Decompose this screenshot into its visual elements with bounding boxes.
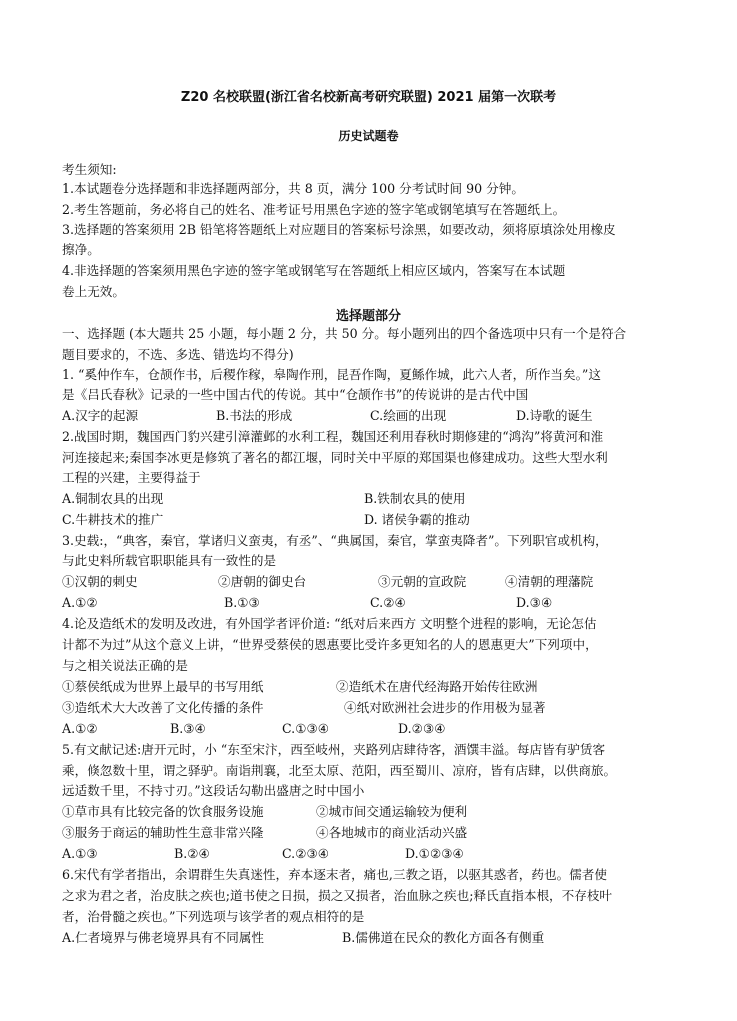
question-stem: 2.战国时期，魏国西门豹兴建引漳灌邺的水利工程，魏国还利用春秋时期修建的“鸿沟”将黄河和淮 bbox=[62, 429, 604, 444]
statement-item: ①蔡侯纸成为世界上最早的书写用纸 bbox=[62, 679, 264, 694]
notice-item: 擦净。 bbox=[62, 242, 100, 257]
question-stem: 乘，倏忽数十里，谓之驿驴。南诣荆襄，北至太原、范阳，西至蜀川、凉府，皆有店肆，以供商旅。 bbox=[62, 763, 617, 778]
question-stem: 1. “奚仲作车，仓颉作书，后稷作稼，皋陶作刑，昆吾作陶，夏鲧作城，此六人者，所作当矣。”这 bbox=[62, 367, 601, 382]
option-d: D.③④ bbox=[516, 595, 553, 610]
statement-item: ③元朝的宣政院 bbox=[378, 574, 467, 589]
statement-item: ③造纸术大大改善了文化传播的条件 bbox=[62, 700, 264, 715]
option-c: C.绘画的出现 bbox=[370, 408, 447, 423]
option-d: D.②③④ bbox=[398, 721, 446, 736]
statement-item: ④清朝的理藩院 bbox=[505, 574, 594, 589]
statement-item: ③服务于商运的辅助性生意非常兴隆 bbox=[62, 825, 264, 840]
notice-heading: 考生须知: bbox=[62, 162, 117, 177]
option-c: C.①③④ bbox=[282, 721, 330, 736]
option-a: A.铜制农具的出现 bbox=[62, 491, 164, 506]
question-stem: 6.宋代有学者指出，余谓群生失真迷性，弃本逐末者，痛也,三教之语，以驱其惑者，药也。儒者使 bbox=[62, 867, 607, 882]
option-a: A.仁者境界与佛老境界具有不同属性 bbox=[62, 930, 265, 945]
statement-item: ②造纸术在唐代经海路开始传往欧洲 bbox=[336, 679, 538, 694]
statement-item: ②城市间交通运输较为便利 bbox=[316, 804, 468, 819]
notice-item: 4.非选择题的答案须用黑色字迹的签字笔或钢笔写在答题纸上相应区域内，答案写在本试题 bbox=[62, 263, 566, 278]
question-stem: 者，治骨髓之疾也。”下列选项与该学者的观点相符的是 bbox=[62, 909, 365, 924]
option-b: B.①③ bbox=[224, 595, 260, 610]
question-stem: 4.论及造纸术的发明及改进，有外国学者评价道: “纸对后来西方 文明整个进程的影响，无论怎估 bbox=[62, 616, 597, 631]
question-stem: 计都不为过”从这个意义上讲，“世界受蔡侯的恩惠要比受许多更知名的人的恩惠更大”下列项中， bbox=[62, 637, 598, 652]
statement-item: ②唐朝的御史台 bbox=[218, 574, 307, 589]
statement-item: ④各地城市的商业活动兴盛 bbox=[316, 825, 468, 840]
option-a: A.汉字的起源 bbox=[62, 408, 139, 423]
option-c: C.②④ bbox=[370, 595, 406, 610]
option-c: C.牛耕技术的推广 bbox=[62, 512, 164, 527]
exam-title: Z20 名校联盟(浙江省名校新高考研究联盟) 2021 届第一次联考 bbox=[180, 90, 557, 105]
notice-item: 2.考生答题前，务必将自己的姓名、准考证号用黑色字迹的签字笔或钢笔填写在答题纸上。 bbox=[62, 202, 566, 217]
section-intro: 一、选择题 (本大题共 25 小题，每小题 2 分，共 50 分。每小题列出的四个备选项中只有一个是符合 bbox=[62, 326, 627, 341]
statement-item: ①汉朝的刺史 bbox=[62, 574, 138, 589]
statement-item: ④纸对欧洲社会进步的作用极为显著 bbox=[344, 700, 546, 715]
option-b: B.③④ bbox=[170, 721, 206, 736]
question-stem: 3.史载:，“典客，秦官，掌诸归义蛮夷，有丞”、“典属国，秦官，掌蛮夷降者”。下列职官或机构， bbox=[62, 533, 608, 548]
exam-subtitle: 历史试题卷 bbox=[338, 129, 399, 143]
option-b: B.②④ bbox=[174, 846, 210, 861]
option-d: D. 诸侯争霸的推动 bbox=[364, 512, 470, 527]
question-stem: 与之相关说法正确的是 bbox=[62, 658, 188, 673]
option-b: B.书法的形成 bbox=[216, 408, 293, 423]
section-intro: 题目要求的，不选、多选、错选均不得分) bbox=[62, 347, 294, 362]
option-d: D.①②③④ bbox=[405, 846, 464, 861]
statement-item: ①草市具有比较完备的饮食服务设施 bbox=[62, 804, 264, 819]
question-stem: 是《吕氏春秋》记录的一些中国古代的传说。其中“仓颉作书”的传说讲的是古代中国 bbox=[62, 387, 529, 402]
option-a: A.①② bbox=[62, 595, 98, 610]
option-c: C.②③④ bbox=[282, 846, 330, 861]
option-d: D.诗歌的诞生 bbox=[516, 408, 593, 423]
notice-item: 1.本试题卷分选择题和非选择题两部分，共 8 页，满分 100 分考试时间 90 分钟。 bbox=[62, 181, 524, 196]
option-a: A.①② bbox=[62, 721, 98, 736]
question-stem: 与此史料所载官职职能具有一致性的是 bbox=[62, 553, 277, 568]
option-b: B.铁制农具的使用 bbox=[364, 491, 466, 506]
section-title: 选择题部分 bbox=[335, 309, 401, 324]
question-stem: 工程的兴建，主要得益于 bbox=[62, 470, 201, 485]
question-stem: 河连接起来;秦国李冰更是修筑了著名的都江堰，同时关中平原的郑国渠也修建成功。这些大型水利 bbox=[62, 450, 608, 465]
notice-item: 卷上无效。 bbox=[62, 284, 125, 299]
question-stem: 远适数千里，不持寸刃。”这段话勾勒出盛唐之时中国小 bbox=[62, 783, 365, 798]
notice-item: 3.选择题的答案须用 2B 铅笔将答题纸上对应题目的答案标号涂黑，如要改动，须将原填涂处用橡皮 bbox=[62, 222, 616, 237]
question-stem: 之求为君之者，治皮肤之疾也;道书使之日损，损之又损者，治血脉之疾也;释氏直指本根，不存枝叶 bbox=[62, 888, 613, 903]
question-stem: 5.有文献记述:唐开元时，小 “东至宋汴，西至岐州，夹路列店肆待客，酒馔丰溢。每店皆有驴赁客 bbox=[62, 742, 606, 757]
option-b: B.儒佛道在民众的教化方面各有侧重 bbox=[342, 930, 545, 945]
option-a: A.①③ bbox=[62, 846, 98, 861]
